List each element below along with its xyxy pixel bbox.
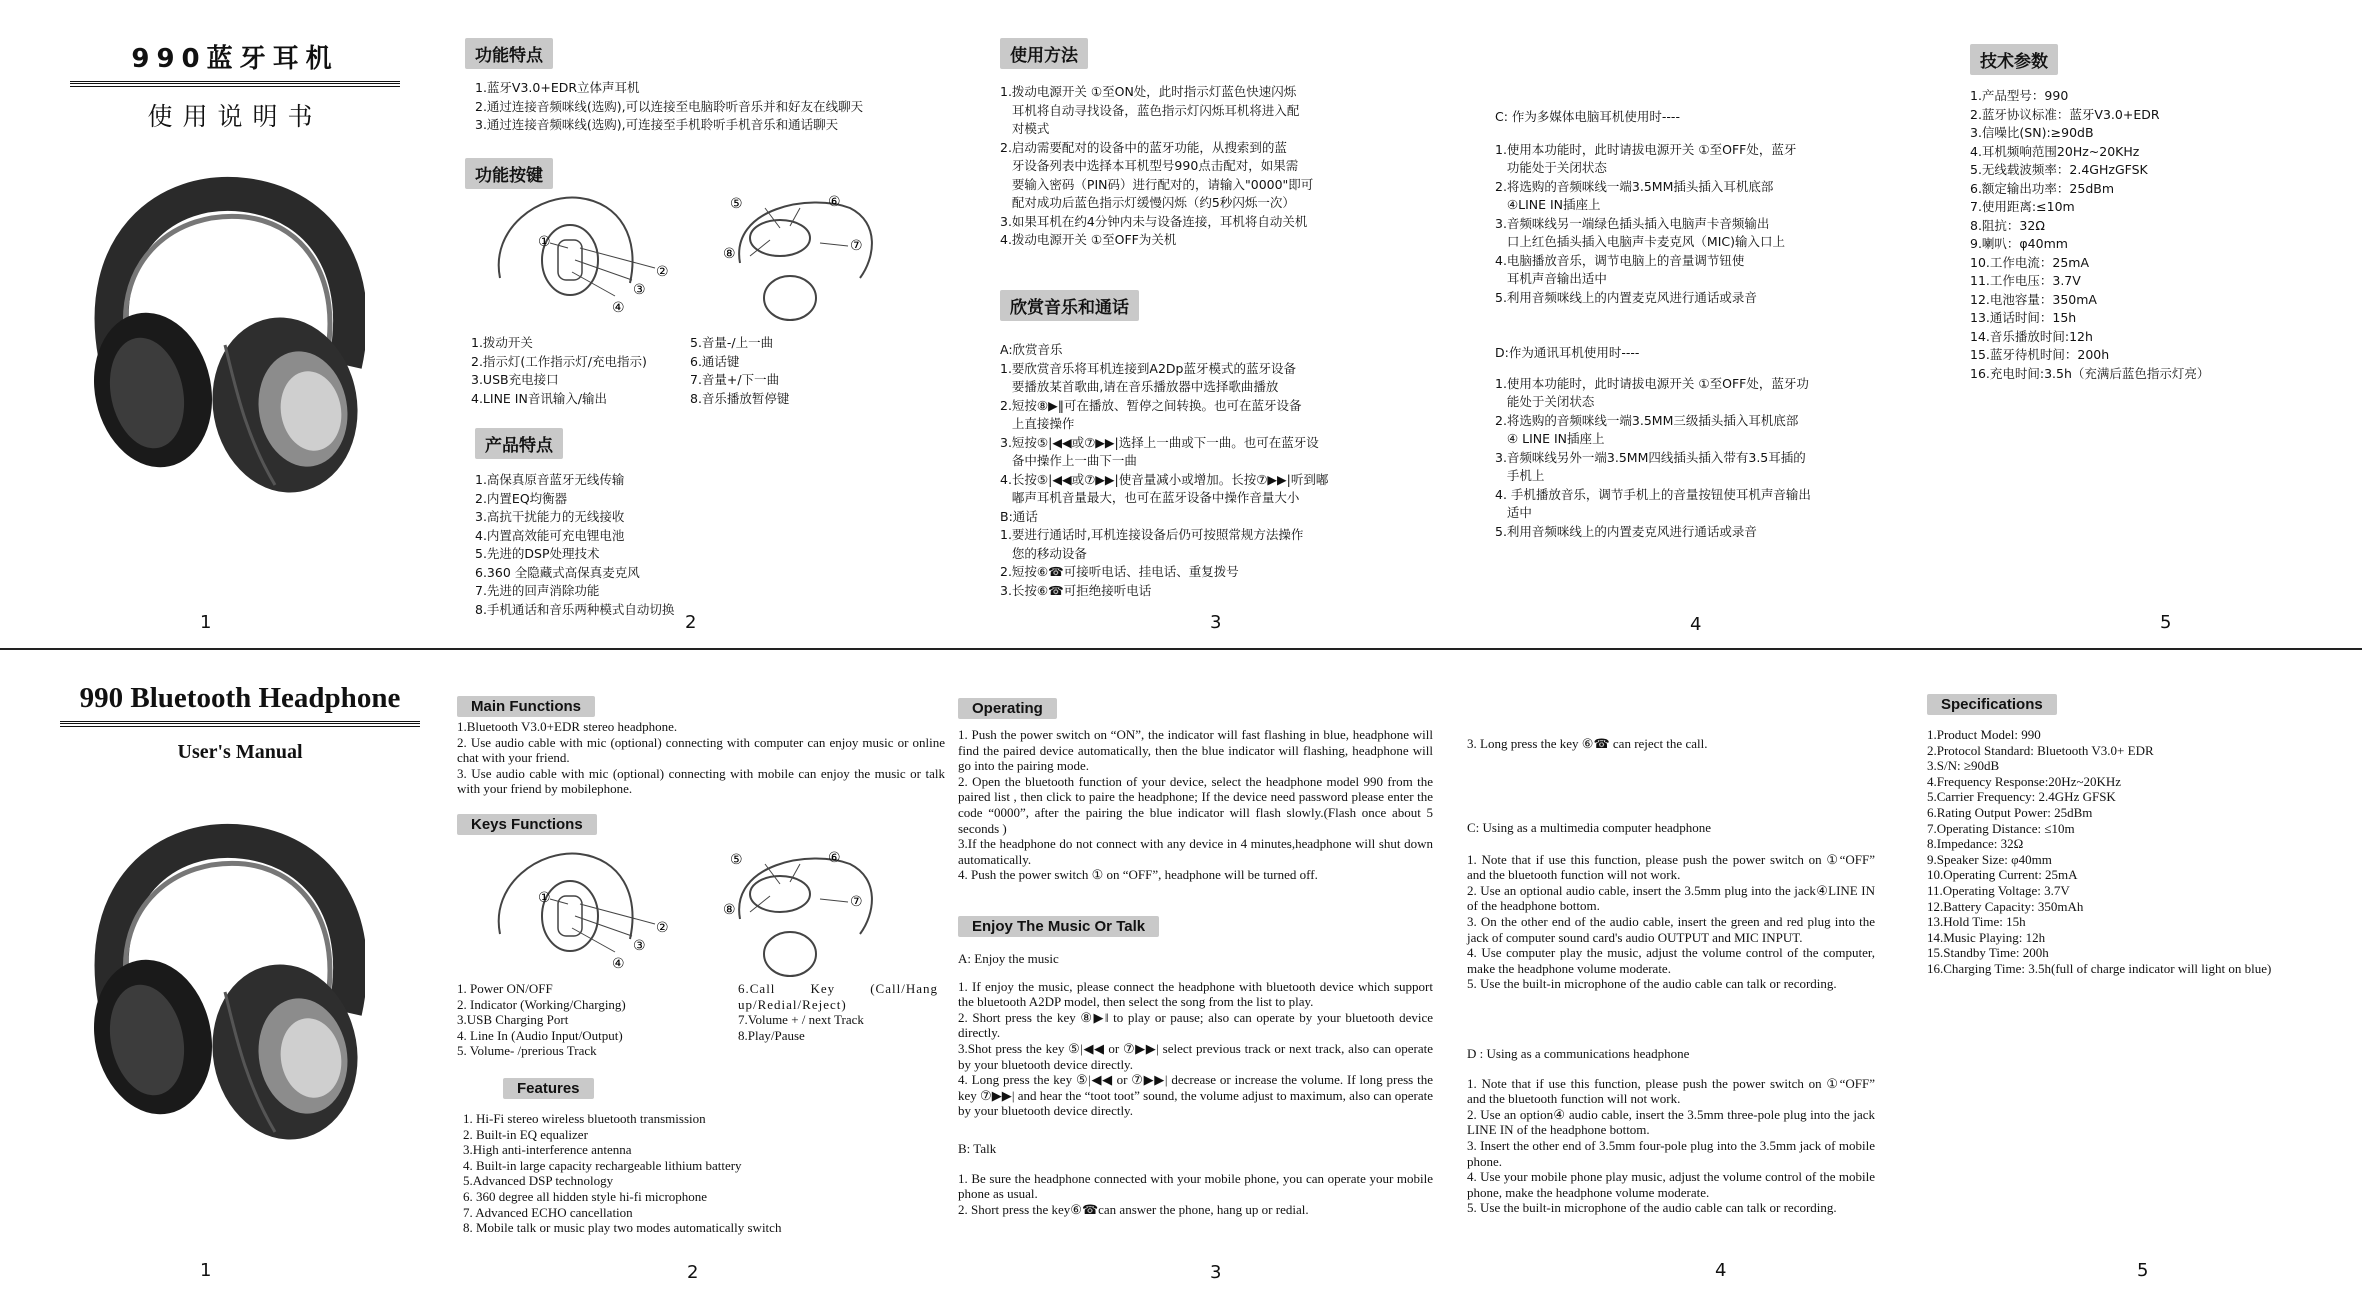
cn-keys-heading: 功能按键 bbox=[465, 158, 553, 189]
list-item: 4.LINE IN音讯输入/输出 bbox=[471, 390, 608, 406]
cn-music-heading: 欣赏音乐和通话 bbox=[1000, 290, 1139, 321]
list-item: 9.喇叭：φ40mm bbox=[1970, 236, 2068, 251]
list-item: 3.USB Charging Port bbox=[457, 1012, 569, 1028]
list-item: 7.Operating Distance: ≤10m bbox=[1927, 820, 2075, 836]
fold-line bbox=[0, 648, 2362, 650]
list-item: 4.拨动电源开关 ①至OFF为关机 bbox=[1000, 232, 1177, 247]
diagram-label-8: ⑧ bbox=[723, 902, 736, 918]
diagram-label-4: ④ bbox=[612, 300, 625, 316]
en-music-a-label: A: Enjoy the music bbox=[958, 951, 1059, 966]
diagram-label-6: ⑥ bbox=[828, 194, 841, 210]
list-item: 5. Volume- /prerious Track bbox=[457, 1043, 597, 1059]
list-item: 2. Use an option④ audio cable, insert the 3.5mm three-pole plug into the jack LINE IN of the headphone bottom. bbox=[1467, 1106, 1875, 1138]
cn-subtitle: 使用说明书 bbox=[147, 102, 323, 131]
list-item: A:欣赏音乐 bbox=[1000, 342, 1063, 357]
list-item: 1.Product Model: 990 bbox=[1927, 727, 2041, 742]
cn-phone-heading: D:作为通讯耳机使用时---- bbox=[1495, 345, 1640, 360]
diagram-label-7: ⑦ bbox=[850, 238, 863, 254]
en-phone-heading: D : Using as a communications headphone bbox=[1467, 1046, 1690, 1061]
cn-functions-heading: 功能特点 bbox=[465, 38, 553, 69]
cn-keys-left bbox=[471, 334, 691, 408]
list-item: 3.If the headphone do not connect with any device in 4 minutes,headphone will shut down automatically. bbox=[958, 836, 1433, 867]
list-item: 10.工作电流：25mA bbox=[1970, 254, 2090, 270]
list-item: 7. Advanced ECHO cancellation bbox=[463, 1204, 633, 1220]
list-item: B:通话 bbox=[1000, 508, 1038, 524]
cn-pc-section bbox=[1495, 108, 1796, 307]
list-item: 14.音乐播放时间:12h bbox=[1970, 328, 2093, 344]
list-item: 9.Speaker Size: φ40mm bbox=[1927, 851, 2052, 867]
list-item: 4.电脑播放音乐，调节电脑上的音量调节钮使 耳机声音输出适中 bbox=[1495, 252, 1745, 286]
list-item: 2. Use audio cable with mic (optional) connecting with computer can enjoy music or online chat with your friend. bbox=[457, 734, 945, 766]
english-manual bbox=[0, 652, 2362, 1298]
list-item: 1.拨动电源开关 ①至ON处，此时指示灯蓝色快速闪烁 耳机将自动寻找设备，蓝色指示灯闪烁耳机将进入配 对模式 bbox=[1000, 84, 1300, 136]
list-item: 2. Open the bluetooth function of your device, select the headphone model 990 from the paired list , then click to paire the headphone; If the device need password please enter the code “0000”, after the pairing the blue indicator will flash slowly.(Flash once about 5 seconds ) bbox=[958, 773, 1433, 836]
en-page-5 bbox=[1927, 652, 2307, 1298]
list-item: 2.通过连接音频咪线(选购),可以连接至电脑聆听音乐并和好友在线聊天 bbox=[475, 98, 864, 114]
list-item: 3.长按⑥☎可拒绝接听电话 bbox=[1000, 582, 1152, 598]
list-item: 1.要欣赏音乐将耳机连接到A2Dp蓝牙模式的蓝牙设备 要播放某首歌曲,请在音乐播放器中选择歌曲播放 bbox=[1000, 360, 1296, 394]
cn-features-section bbox=[475, 428, 674, 619]
en-operating-heading: Operating bbox=[958, 698, 1057, 719]
list-item: 5.无线载波频率：2.4GHzGFSK bbox=[1970, 162, 2148, 177]
list-item: 2.Protocol Standard: Bluetooth V3.0+ EDR bbox=[1927, 742, 2154, 758]
cn-keys-heading-wrap bbox=[465, 158, 553, 189]
en-music-section bbox=[958, 916, 1433, 1217]
en-features-heading: Features bbox=[503, 1078, 594, 1099]
chinese-manual bbox=[0, 0, 2362, 648]
diagram-label-8: ⑧ bbox=[723, 246, 736, 262]
en-cover-page bbox=[60, 652, 420, 1298]
list-item: 6.Call Key (Call/Hang up/Redial/Reject) bbox=[738, 981, 938, 1012]
list-item: 6.360 全隐藏式高保真麦克风 bbox=[475, 564, 640, 580]
diagram-label-5: ⑤ bbox=[730, 852, 743, 868]
list-item: 1.高保真原音蓝牙无线传输 bbox=[475, 472, 625, 487]
list-item: 1. Push the power switch on “ON”, the indicator will fast flashing in blue, headphone will find the paired device automatically, then the blue indicator will flashing, headphone will go into the pairing mode. bbox=[958, 727, 1433, 774]
list-item: 3.信噪比(SN):≥90dB bbox=[1970, 125, 2094, 140]
list-item: 5.利用音频咪线上的内置麦克风进行通话或录音 bbox=[1495, 523, 1757, 539]
list-item: 8. Mobile talk or music play two modes automatically switch bbox=[463, 1220, 782, 1236]
list-item: 4. Push the power switch ① on “OFF”, headphone will be turned off. bbox=[958, 867, 1318, 883]
cn-page-4 bbox=[1490, 0, 1910, 648]
cn-pc-heading: C: 作为多媒体电脑耳机使用时---- bbox=[1495, 109, 1680, 124]
list-item: 11.Operating Voltage: 3.7V bbox=[1927, 882, 2070, 898]
list-item: 10.Operating Current: 25mA bbox=[1927, 867, 2078, 883]
list-item: 16.充电时间:3.5h（充满后蓝色指示灯亮） bbox=[1970, 365, 2210, 381]
list-item: 4. Use computer play the music, adjust the volume control of the computer, make the headphone volume moderate. bbox=[1467, 945, 1875, 976]
diagram-label-7: ⑦ bbox=[850, 894, 863, 910]
list-item: 16.Charging Time: 3.5h(full of charge indicator will light on blue) bbox=[1927, 960, 2272, 976]
list-item: 13.Hold Time: 15h bbox=[1927, 914, 2026, 930]
list-item: 7.Volume + / next Track bbox=[738, 1012, 864, 1028]
list-item: 5.Carrier Frequency: 2.4GHz GFSK bbox=[1927, 789, 2116, 805]
cn-phone-section bbox=[1495, 344, 1811, 541]
page-number-2: 2 bbox=[687, 1262, 699, 1283]
list-item: 5.Advanced DSP technology bbox=[463, 1173, 614, 1189]
cn-cover-page bbox=[70, 0, 400, 648]
list-item: 3. Long press the key ⑥☎ can reject the call. bbox=[1467, 736, 1708, 751]
page-number-5: 5 bbox=[2137, 1260, 2149, 1281]
cn-functions-section bbox=[465, 38, 863, 135]
list-item: 2. Built-in EQ equalizer bbox=[463, 1126, 588, 1142]
cn-features-heading: 产品特点 bbox=[475, 428, 563, 459]
list-item: 5.先进的DSP处理技术 bbox=[475, 546, 600, 561]
list-item: 15.Standby Time: 200h bbox=[1927, 945, 2049, 961]
cn-page-2 bbox=[465, 0, 945, 648]
en-pc-section bbox=[1467, 820, 1875, 992]
list-item: 3.Shot press the key ⑤|◀◀ or ⑦▶▶| select previous track or next track, also can operate by your bluetooth device directly. bbox=[958, 1040, 1433, 1072]
list-item: 3.短按⑤|◀◀或⑦▶▶|选择上一曲或下一曲。也可在蓝牙设 备中操作上一曲下一曲 bbox=[1000, 434, 1319, 468]
list-item: 1. Note that if use this function, please push the power switch on ①“OFF” and the bluetooth function will not work. bbox=[1467, 851, 1875, 883]
list-item: 4. Use your mobile phone play music, adjust the volume control of the mobile phone, make the headphone volume moderate. bbox=[1467, 1169, 1875, 1200]
list-item: 3.High anti-interference antenna bbox=[463, 1142, 632, 1158]
list-item: 7.音量+/下一曲 bbox=[690, 372, 780, 387]
en-page-3 bbox=[958, 652, 1433, 1298]
list-item: 4. Line In (Audio Input/Output) bbox=[457, 1027, 623, 1043]
cn-page-3 bbox=[990, 0, 1390, 648]
diagram-label-1: ① bbox=[538, 890, 551, 906]
page-number-4: 4 bbox=[1690, 614, 1702, 635]
cn-specs-section bbox=[1970, 44, 2209, 383]
en-reject-line bbox=[1467, 736, 1875, 752]
list-item: 5. Use the built-in microphone of the audio cable can talk or recording. bbox=[1467, 1200, 1837, 1216]
list-item: 3.高抗干扰能力的无线接收 bbox=[475, 509, 625, 524]
list-item: 1.使用本功能时，此时请拔电源开关 ①至OFF处，蓝牙 功能处于关闭状态 bbox=[1495, 141, 1797, 175]
diagram-label-6: ⑥ bbox=[828, 850, 841, 866]
en-page-2 bbox=[455, 652, 945, 1298]
list-item: 7.使用距离:≤10m bbox=[1970, 199, 2075, 214]
list-item: 2. Indicator (Working/Charging) bbox=[457, 996, 626, 1012]
list-item: 1. Hi-Fi stereo wireless bluetooth transmission bbox=[463, 1111, 706, 1126]
diagram-label-5: ⑤ bbox=[730, 196, 743, 212]
en-pc-heading: C: Using as a multimedia computer headphone bbox=[1467, 820, 1712, 835]
en-functions-heading: Main Functions bbox=[457, 696, 595, 717]
page-number-4: 4 bbox=[1715, 1260, 1727, 1281]
page-number-1: 1 bbox=[200, 1260, 212, 1281]
list-item: 12.电池容量：350mA bbox=[1970, 291, 2097, 307]
list-item: 1. Note that if use this function, please push the power switch on ①“OFF” and the bluetooth function will not work. bbox=[1467, 1075, 1875, 1107]
en-keys-heading-wrap bbox=[457, 814, 597, 835]
list-item: 8.音乐播放暂停键 bbox=[690, 390, 790, 406]
list-item: 3.如果耳机在约4分钟内未与设备连接，耳机将自动关机 bbox=[1000, 213, 1308, 229]
page-number-1: 1 bbox=[200, 612, 212, 633]
cn-title: 990蓝牙耳机 bbox=[131, 44, 339, 74]
page-number-2: 2 bbox=[685, 612, 697, 633]
list-item: 1.蓝牙V3.0+EDR立体声耳机 bbox=[475, 80, 640, 95]
list-item: 8.阻抗：32Ω bbox=[1970, 217, 2045, 233]
cn-keys-right bbox=[690, 334, 890, 408]
en-music-heading: Enjoy The Music Or Talk bbox=[958, 916, 1159, 937]
headphone-image bbox=[75, 812, 365, 1146]
en-keys-diagram bbox=[480, 844, 900, 988]
list-item: 8.Play/Pause bbox=[738, 1027, 805, 1043]
list-item: 3. On the other end of the audio cable, insert the green and red plug into the jack of computer sound card's audio OUTPUT and MIC INPUT. bbox=[1467, 913, 1875, 945]
list-item: 1.要进行通话时,耳机连接设备后仍可按照常规方法操作 您的移动设备 bbox=[1000, 527, 1304, 561]
diagram-label-1: ① bbox=[538, 234, 551, 250]
list-item: 8.手机通话和音乐两种模式自动切换 bbox=[475, 601, 675, 617]
list-item: 3.S/N: ≥90dB bbox=[1927, 758, 2000, 774]
en-phone-section bbox=[1467, 1046, 1875, 1216]
en-keys-left bbox=[457, 981, 682, 1059]
en-functions-section bbox=[457, 696, 945, 797]
page-number-3: 3 bbox=[1210, 612, 1222, 633]
list-item: 3.USB充电接口 bbox=[471, 372, 559, 387]
en-subtitle: User's Manual bbox=[177, 741, 303, 763]
list-item: 2.启动需要配对的设备中的蓝牙功能，从搜索到的蓝 牙设备列表中选择本耳机型号990点击配对，如果需 要输入密码（PIN码）进行配对的，请输入"0000"即可 配对成功后蓝色指示灯缓慢闪烁（约5秒闪烁一次） bbox=[1000, 139, 1314, 210]
list-item: 4. Long press the key ⑤|◀◀ or ⑦▶▶| decrease or increase the volume. If long press the key ⑦▶▶| and hear the “toot toot” sound, the volume adjust to maximum, also can operate by your bluetooth device directly. bbox=[958, 1072, 1433, 1119]
list-item: 4. Built-in large capacity rechargeable lithium battery bbox=[463, 1157, 742, 1173]
list-item: 3. Insert the other end of 3.5mm four-pole plug into the 3.5mm jack of mobile phone. bbox=[1467, 1137, 1875, 1169]
list-item: 3.音频咪线另外一端3.5MM四线插头插入带有3.5耳插的 手机上 bbox=[1495, 449, 1806, 483]
list-item: 8.Impedance: 32Ω bbox=[1927, 836, 2024, 852]
list-item: 1.产品型号：990 bbox=[1970, 88, 2069, 103]
list-item: 3.通过连接音频咪线(选购),可连接至手机聆听手机音乐和通话聊天 bbox=[475, 117, 839, 132]
list-item: 2.短按⑥☎可接听电话、挂电话、重复拨号 bbox=[1000, 564, 1239, 579]
list-item: 6.通话键 bbox=[690, 353, 740, 369]
cn-keys-diagram bbox=[480, 188, 900, 332]
list-item: 3. Use audio cable with mic (optional) connecting with mobile can enjoy the music or talk with your friend by mobilephone. bbox=[457, 765, 945, 797]
list-item: 6.Rating Output Power: 25dBm bbox=[1927, 804, 2093, 820]
list-item: 1. If enjoy the music, please connect the headphone with bluetooth device which support the bluetooth A2DP model, then select the song from the list to play. bbox=[958, 978, 1433, 1010]
list-item: 4. 手机播放音乐，调节手机上的音量按钮使耳机声音输出 适中 bbox=[1495, 486, 1811, 520]
en-specs-heading: Specifications bbox=[1927, 694, 2057, 715]
list-item: 4.Frequency Response:20Hz~20KHz bbox=[1927, 773, 2122, 789]
list-item: 4.长按⑤|◀◀或⑦▶▶|使音量减小或增加。长按⑦▶▶|听到嘟 嘟声耳机音量最大，也可在蓝牙设备中操作音量大小 bbox=[1000, 471, 1329, 505]
en-features-section bbox=[463, 1078, 943, 1236]
list-item: 6.额定输出功率：25dBm bbox=[1970, 180, 2115, 196]
list-item: 4.耳机频响范围20Hz~20KHz bbox=[1970, 143, 2140, 159]
list-item: 4.内置高效能可充电锂电池 bbox=[475, 527, 625, 543]
list-item: 7.先进的回声消除功能 bbox=[475, 583, 600, 598]
list-item: 2. Use an optional audio cable, insert the 3.5mm plug into the jack④LINE IN of the headphone bottom. bbox=[1467, 882, 1875, 914]
list-item: 1.拨动开关 bbox=[471, 335, 533, 350]
list-item: 5.音量-/上一曲 bbox=[690, 335, 774, 350]
list-item: 3.音频咪线另一端绿色插头插入电脑声卡音频输出 口上红色插头插入电脑声卡麦克风（MIC)输入口上 bbox=[1495, 215, 1785, 249]
en-title-rule bbox=[60, 721, 420, 727]
en-title: 990 Bluetooth Headphone bbox=[79, 682, 401, 714]
list-item: 2.将选购的音频咪线一端3.5MM插头插入耳机底部 ④LINE IN插座上 bbox=[1495, 178, 1774, 212]
list-item: 2. Short press the key ⑧▶‖ to play or pause; also can operate by your bluetooth device directly. bbox=[958, 1009, 1433, 1041]
cn-title-rule bbox=[70, 81, 400, 87]
en-page-4 bbox=[1467, 652, 1875, 1298]
list-item: 13.通话时间：15h bbox=[1970, 310, 2077, 325]
list-item: 2.内置EQ均衡器 bbox=[475, 490, 568, 506]
diagram-label-2: ② bbox=[656, 264, 669, 280]
cn-music-section bbox=[1000, 290, 1328, 600]
list-item: 1. Power ON/OFF bbox=[457, 981, 553, 996]
cn-specs-heading: 技术参数 bbox=[1970, 44, 2058, 75]
list-item: 2.短按⑧▶‖可在播放、暂停之间转换。也可在蓝牙设备 上直接操作 bbox=[1000, 397, 1302, 431]
cn-usage-heading: 使用方法 bbox=[1000, 38, 1088, 69]
cn-page-5 bbox=[1960, 0, 2320, 648]
diagram-label-3: ③ bbox=[633, 282, 646, 298]
list-item: 2.蓝牙协议标准：蓝牙V3.0+EDR bbox=[1970, 106, 2160, 122]
list-item: 1.Bluetooth V3.0+EDR stereo headphone. bbox=[457, 719, 678, 734]
diagram-label-3: ③ bbox=[633, 938, 646, 954]
en-keys-heading: Keys Functions bbox=[457, 814, 597, 835]
list-item: 14.Music Playing: 12h bbox=[1927, 929, 2046, 945]
list-item: 1.使用本功能时，此时请拔电源开关 ①至OFF处，蓝牙功 能处于关闭状态 bbox=[1495, 375, 1809, 409]
page-number-5: 5 bbox=[2160, 612, 2172, 633]
cn-usage-section bbox=[1000, 38, 1313, 250]
list-item: 5.利用音频咪线上的内置麦克风进行通话或录音 bbox=[1495, 289, 1757, 305]
list-item: 1. Be sure the headphone connected with your mobile phone, you can operate your mobile phone as usual. bbox=[958, 1170, 1433, 1202]
diagram-label-4: ④ bbox=[612, 956, 625, 972]
list-item: 6. 360 degree all hidden style hi-fi microphone bbox=[463, 1188, 708, 1204]
en-music-b-label: B: Talk bbox=[958, 1140, 997, 1156]
page-number-3: 3 bbox=[1210, 1262, 1222, 1283]
headphone-image bbox=[75, 165, 365, 499]
en-keys-right bbox=[738, 981, 938, 1043]
list-item: 5. Use the built-in microphone of the audio cable can talk or recording. bbox=[1467, 976, 1837, 992]
list-item: 2.将选购的音频咪线一端3.5MM三级插头插入耳机底部 ④ LINE IN插座上 bbox=[1495, 412, 1799, 446]
list-item: 2.指示灯(工作指示灯/充电指示) bbox=[471, 353, 647, 369]
en-specs-section bbox=[1927, 694, 2307, 977]
diagram-label-2: ② bbox=[656, 920, 669, 936]
list-item: 12.Battery Capacity: 350mAh bbox=[1927, 898, 2084, 914]
list-item: 2. Short press the key⑥☎can answer the phone, hang up or redial. bbox=[958, 1201, 1309, 1217]
list-item: 15.蓝牙待机时间：200h bbox=[1970, 347, 2110, 362]
en-operating-section bbox=[958, 698, 1433, 883]
list-item: 11.工作电压：3.7V bbox=[1970, 273, 2081, 288]
